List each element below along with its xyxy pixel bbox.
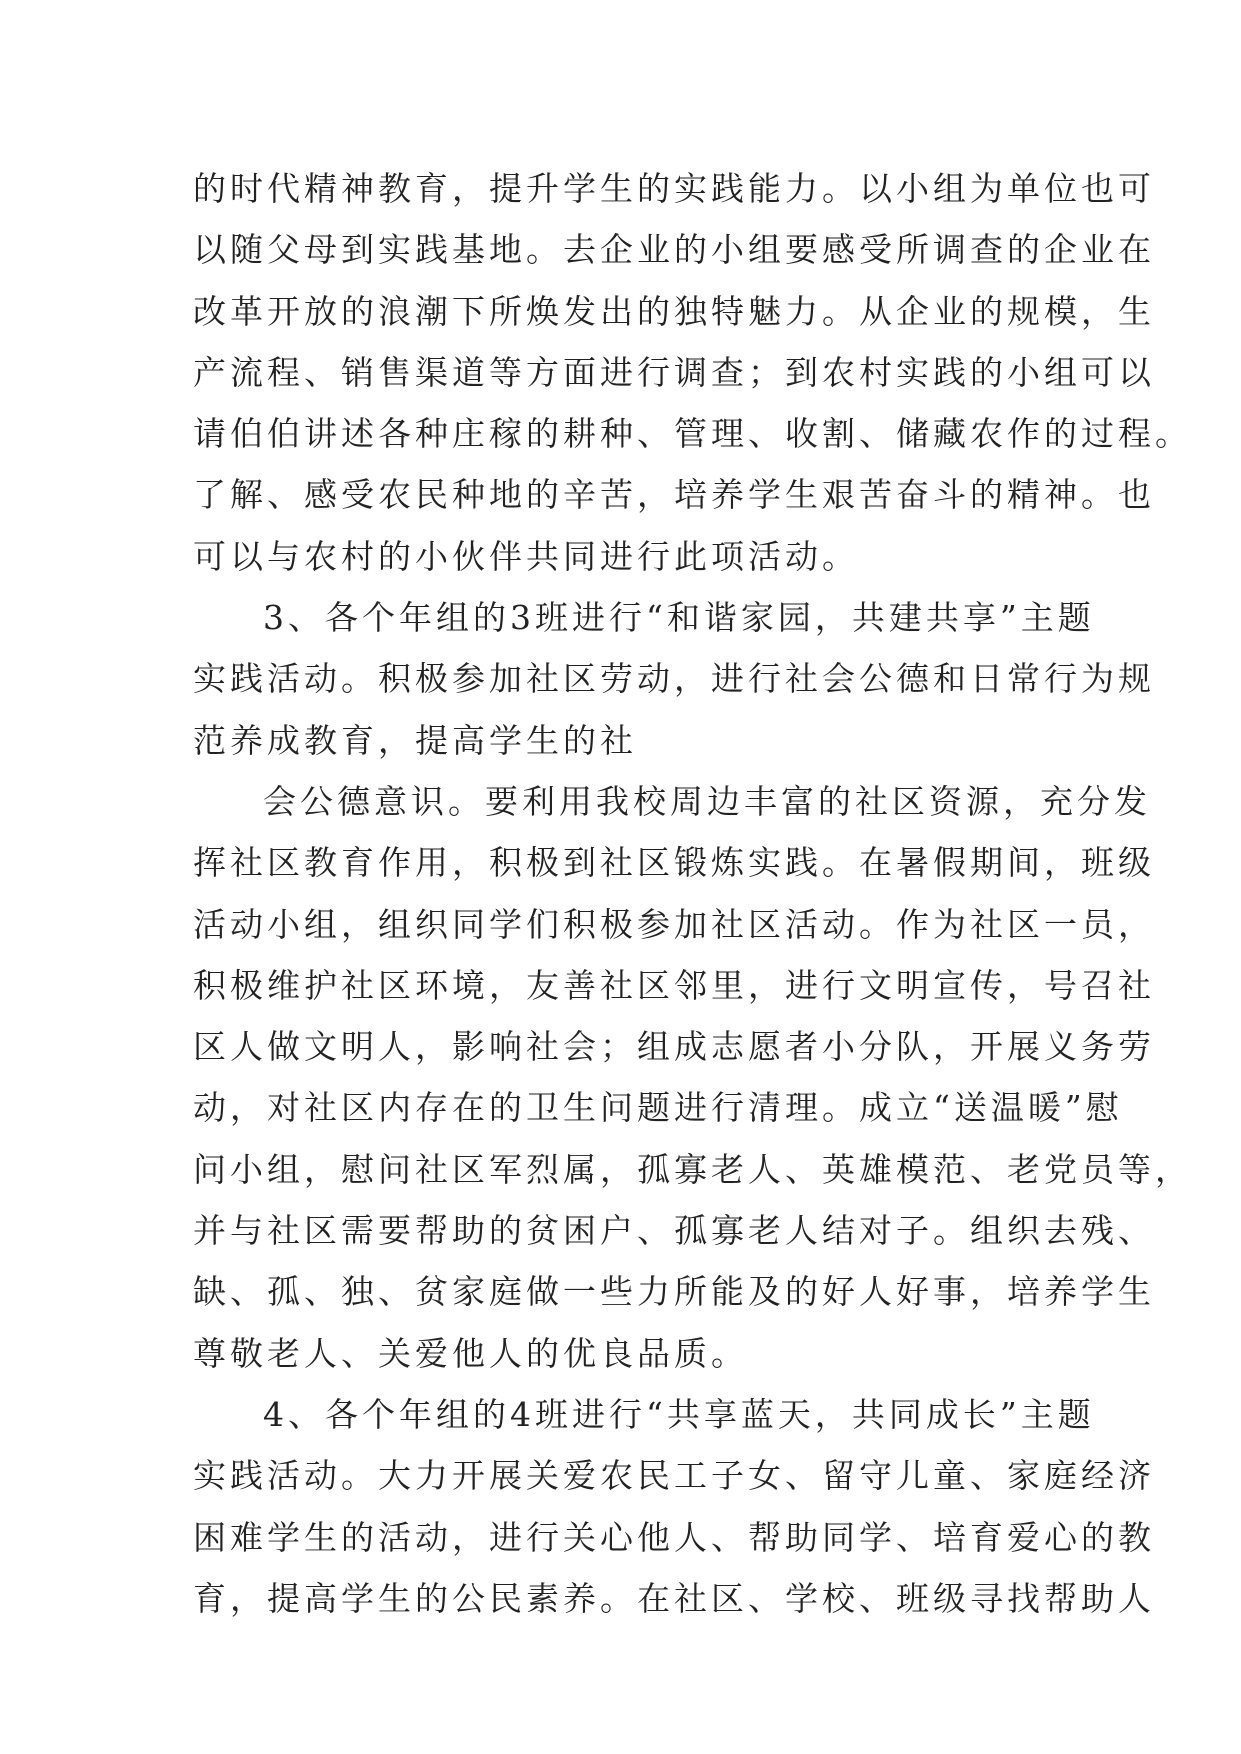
text-line: 区人做文明人，影响社会；组成志愿者小分队，开展义务劳 [193,1027,1155,1067]
text-line: 范养成教育，提高学生的社 [193,720,637,760]
text-line: 的时代精神教育，提升学生的实践能力。以小组为单位也可 [193,169,1155,208]
text-line: 以随父母到实践基地。去企业的小组要感受所调查的企业在 [193,230,1155,270]
text-line: 困难学生的活动，进行关心他人、帮助同学、培育爱心的教 [193,1517,1155,1557]
text-line: 产流程、销售渠道等方面进行调查；到农村实践的小组可以 [193,352,1155,392]
text-line: 了解、感受农民种地的辛苦，培养学生艰苦奋斗的精神。也 [193,475,1155,515]
paragraph-start-line: 会公德意识。要利用我校周边丰富的社区资源，充分发 [263,781,1151,821]
text-line: 请伯伯讲述各种庄稼的耕种、管理、收割、储藏农作的过程。 [193,414,1192,454]
text-line: 动，对社区内存在的卫生问题进行清理。成立“送温暖”慰 [193,1088,1123,1128]
text-line: 问小组，慰问社区军烈属，孤寡老人、英雄模范、老党员等， [193,1149,1192,1189]
paragraph-start-line: 3、各个年组的3班进行“和谐家园，共建共享”主题 [263,598,1095,638]
text-line: 活动小组，组织同学们积极参加社区活动。作为社区一员， [193,904,1155,944]
text-line: 改革开放的浪潮下所焕发出的独特魅力。从企业的规模，生 [193,291,1155,331]
text-line: 育，提高学生的公民素养。在社区、学校、班级寻找帮助人 [193,1578,1155,1618]
text-line: 挥社区教育作用，积极到社区锻炼实践。在暑假期间，班级 [193,843,1155,883]
text-line: 尊敬老人、关爱他人的优良品质。 [193,1333,748,1373]
text-line: 并与社区需要帮助的贫困户、孤寡老人结对子。组织去残、 [193,1211,1155,1251]
text-line: 缺、孤、独、贫家庭做一些力所能及的好人好事，培养学生 [193,1272,1155,1312]
text-line: 实践活动。积极参加社区劳动，进行社会公德和日常行为规 [193,659,1155,699]
body-text [193,158,1192,1629]
text-line: 实践活动。大力开展关爱农民工子女、留守儿童、家庭经济 [193,1456,1155,1496]
text-line: 积极维护社区环境，友善社区邻里，进行文明宣传，号召社 [193,965,1155,1005]
paragraph-start-line: 4、各个年组的4班进行“共享蓝天，共同成长”主题 [263,1394,1095,1434]
text-line: 可以与农村的小伙伴共同进行此项活动。 [193,536,859,576]
